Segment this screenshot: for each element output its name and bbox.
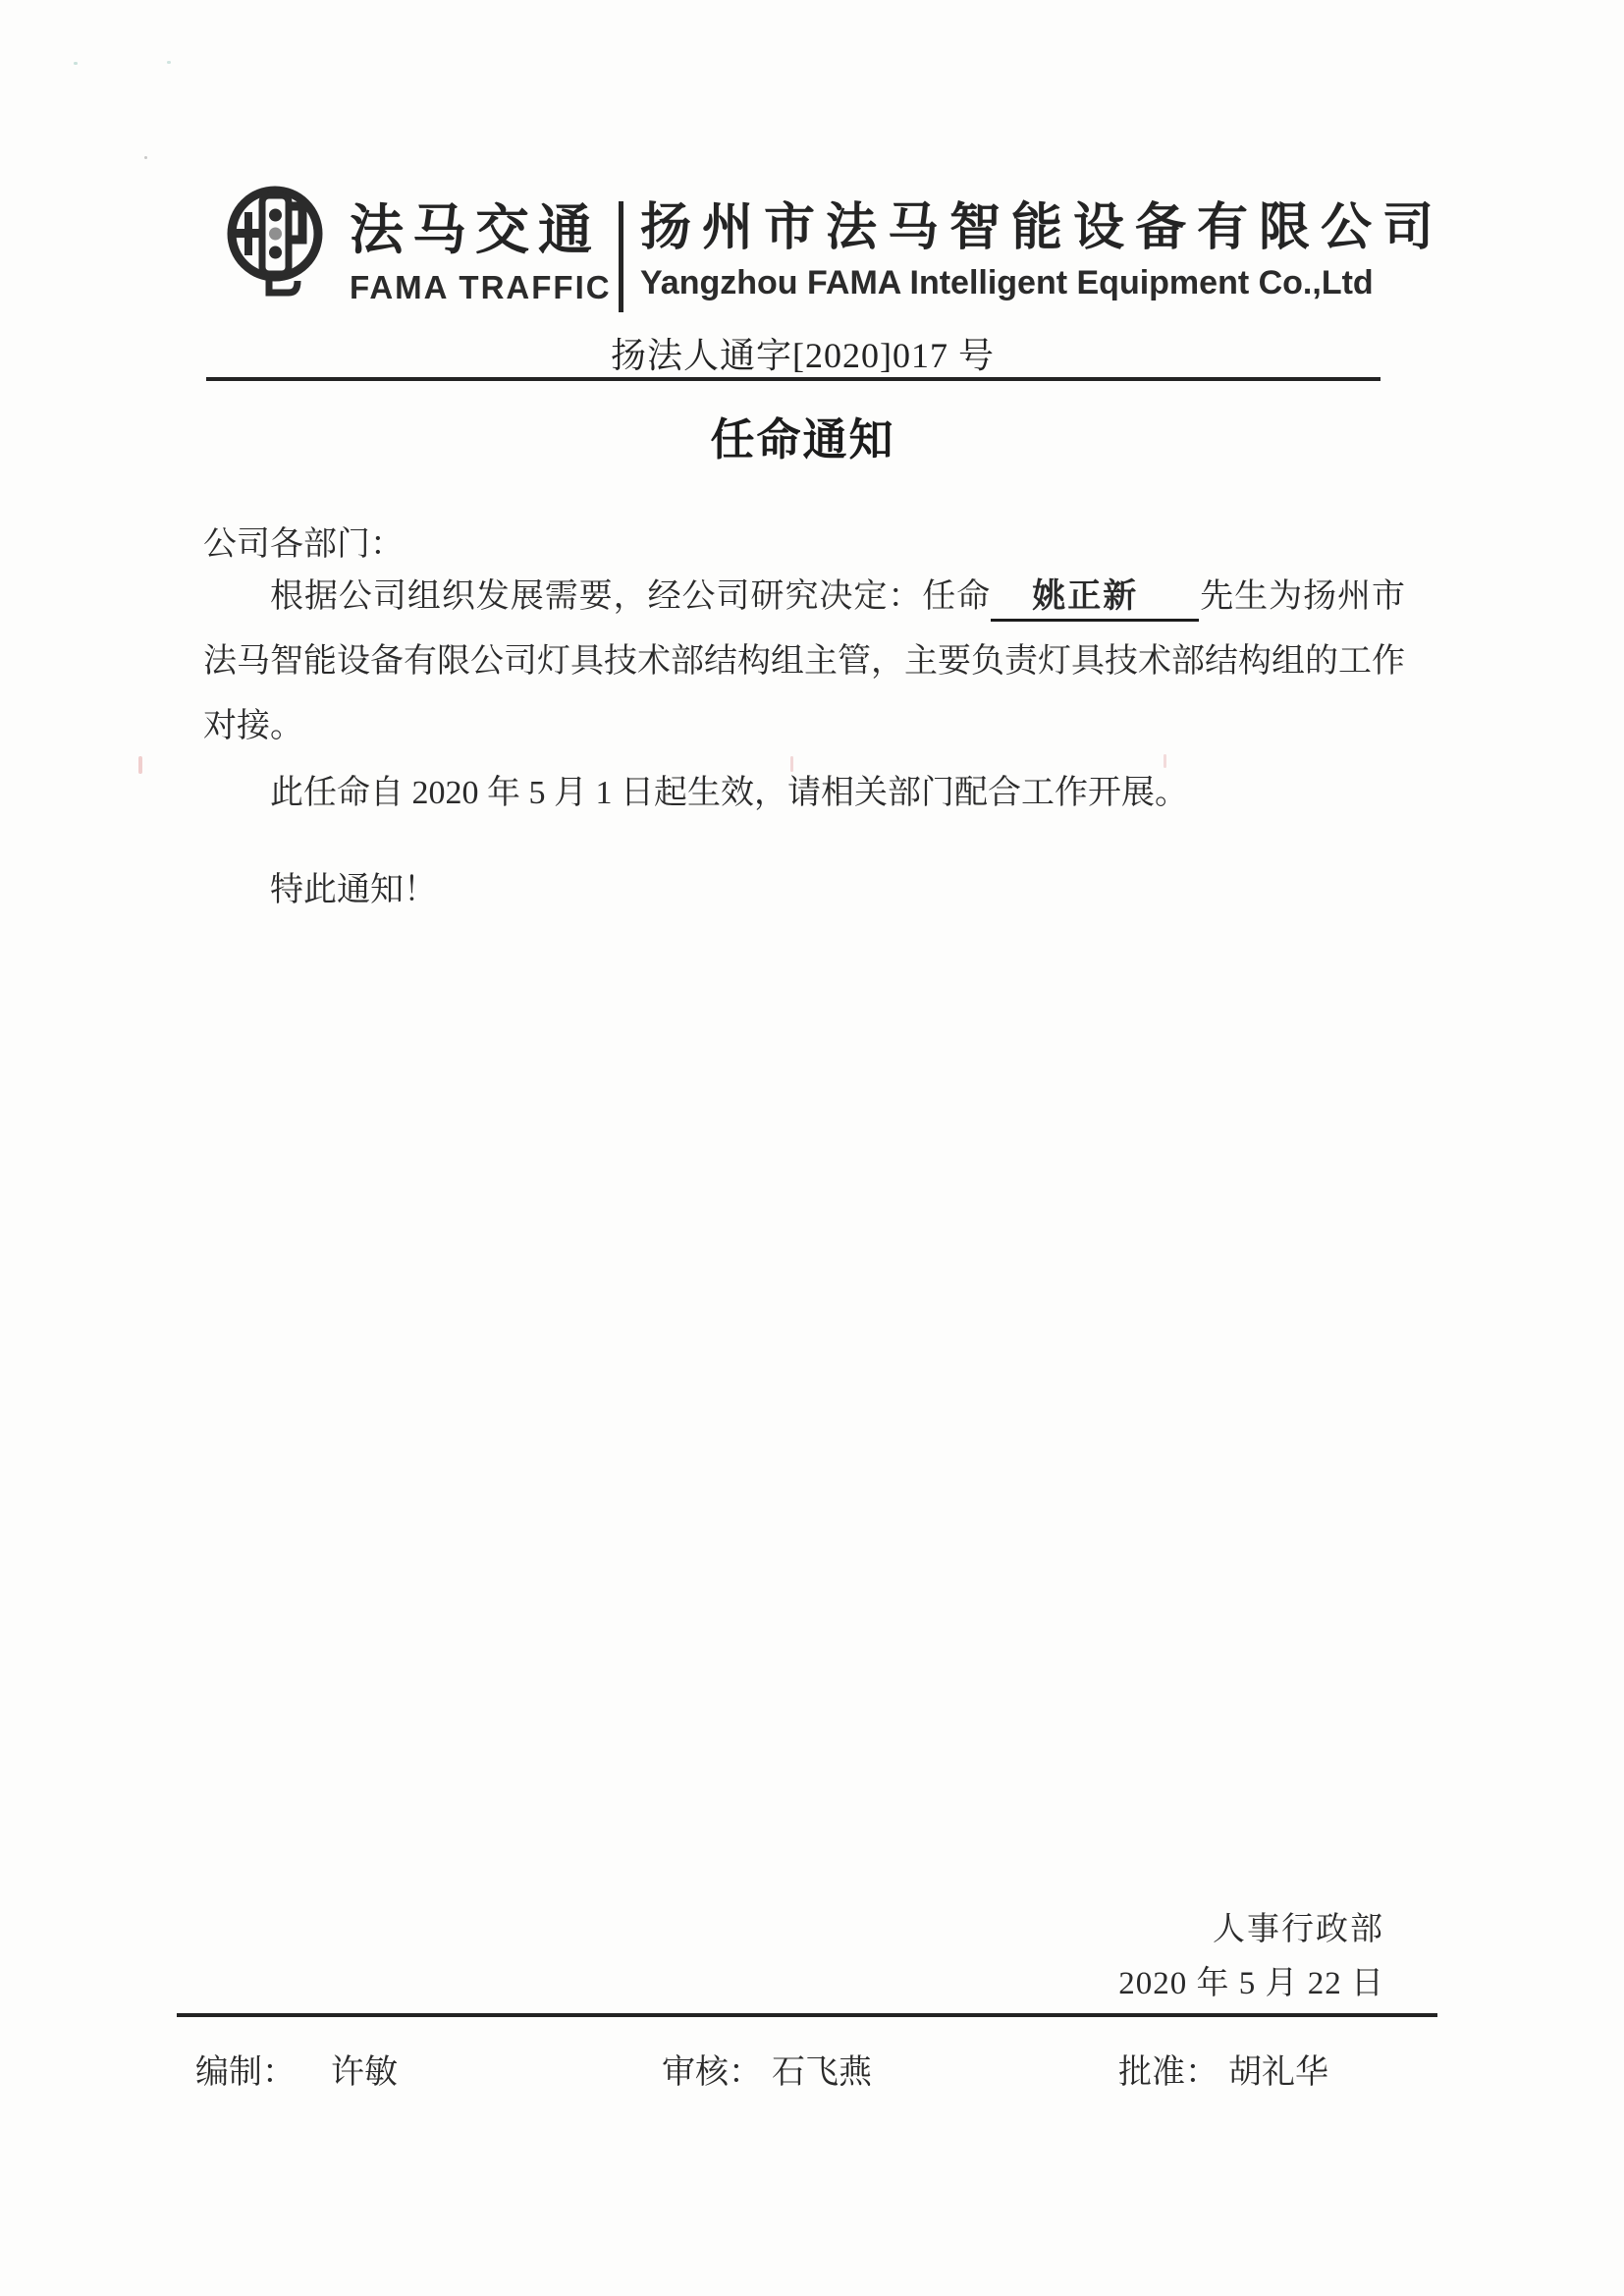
- brand-name-en: FAMA TRAFFIC: [350, 268, 612, 305]
- closing-line: 特此通知！: [270, 872, 437, 908]
- scan-speck: [790, 756, 793, 772]
- paragraph1-after: 先生为扬州市法马智能设备有限公司灯具技术部结构组主管，主要负责灯具技术部结构组的工作对接。: [203, 578, 1406, 744]
- footer-prepared-name: 许敏: [331, 2054, 398, 2091]
- company-name-en: Yangzhou FAMA Intelligent Equipment Co.,Ltd: [640, 263, 1374, 301]
- fama-traffic-logo-icon: [226, 183, 328, 306]
- document-ref-number: 扬法人通字[2020]017 号: [611, 336, 995, 375]
- scan-speck: [1164, 754, 1166, 768]
- footer-rule: [177, 2013, 1437, 2017]
- footer-approved-by: [1118, 2045, 1328, 2093]
- footer-approved-label: 批准：: [1118, 2054, 1218, 2091]
- footer-reviewed-label: 审核：: [662, 2054, 762, 2091]
- company-block: [640, 202, 1444, 302]
- appointee-name: 姚正新: [1032, 578, 1139, 615]
- scan-speck: [167, 61, 171, 64]
- document-title: 任命通知: [710, 415, 895, 465]
- paragraph1-before: 根据公司组织发展需要，经公司研究决定：任命: [270, 578, 992, 615]
- letterhead-divider: [619, 201, 623, 312]
- salutation: 公司各部门：: [203, 526, 404, 563]
- scan-speck: [74, 62, 78, 65]
- footer-prepared-by: [195, 2045, 398, 2093]
- signature-date: 2020 年 5 月 22 日: [1118, 1966, 1384, 2001]
- brand-block: [350, 202, 612, 306]
- footer-reviewed-name: 石飞燕: [772, 2054, 872, 2091]
- footer-prepared-label: 编制：: [195, 2054, 296, 2091]
- scan-speck: [138, 756, 142, 774]
- signature-department: 人事行政部: [1213, 1912, 1384, 1947]
- body-paragraph-appointment: [203, 565, 1405, 759]
- body-paragraph-effective-date: 此任命自 2020 年 5 月 1 日起生效，请相关部门配合工作开展。: [270, 775, 1188, 811]
- footer-reviewed-by: [662, 2045, 872, 2093]
- footer-approved-name: 胡礼华: [1228, 2054, 1328, 2091]
- header-rule: [206, 377, 1380, 381]
- brand-name-cn: 法马交通: [350, 200, 602, 260]
- appointee-underline: [991, 577, 1199, 622]
- company-name-cn: 扬州市法马智能设备有限公司: [640, 200, 1445, 256]
- scan-speck: [144, 156, 147, 159]
